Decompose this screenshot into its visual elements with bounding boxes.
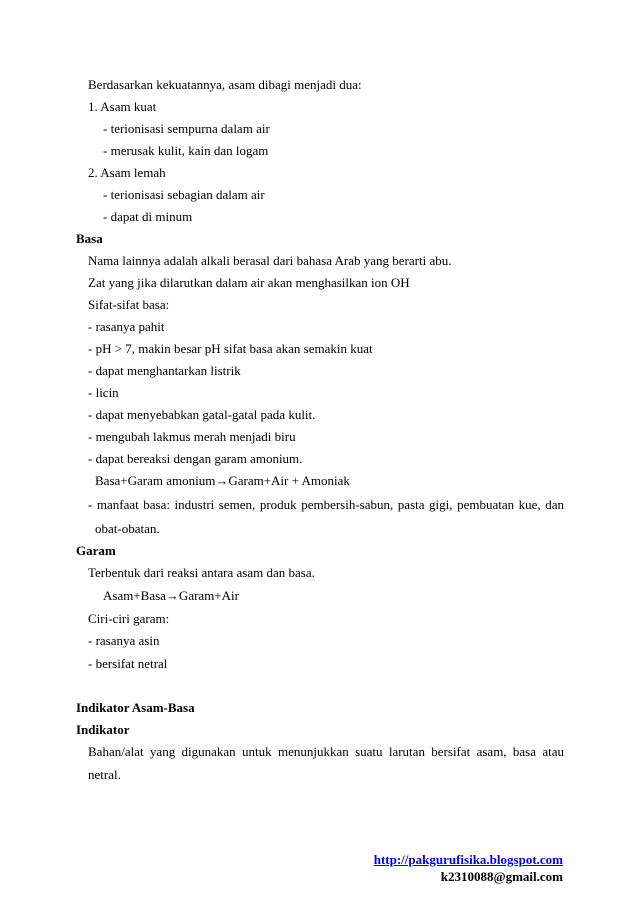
basa-reaction: Basa+Garam amonium→Garam+Air + Amoniak	[95, 473, 350, 488]
indikator-paragraph-cont: netral.	[88, 767, 121, 782]
indikator-heading: Indikator	[76, 722, 130, 737]
basa-manfaat-cont: obat-obatan.	[95, 521, 160, 536]
basa-sifat-item: - dapat menghantarkan listrik	[88, 363, 241, 378]
footer-email: k2310088@gmail.com	[440, 869, 563, 884]
asam-kuat-title: 1. Asam kuat	[88, 99, 157, 114]
garam-heading: Garam	[76, 543, 116, 558]
garam-reaction: Asam+Basa→Garam+Air	[103, 588, 239, 603]
basa-paragraph: Nama lainnya adalah alkali berasal dari bahasa Arab yang berarti abu.	[88, 253, 452, 268]
basa-heading: Basa	[76, 231, 103, 246]
asam-kuat-item: - terionisasi sempurna dalam air	[103, 121, 270, 136]
basa-sifat-item: - mengubah lakmus merah menjadi biru	[88, 429, 296, 444]
asam-kuat-item: - merusak kulit, kain dan logam	[103, 143, 269, 158]
garam-paragraph: Terbentuk dari reaksi antara asam dan basa.	[88, 565, 315, 580]
garam-ciri-title: Ciri-ciri garam:	[88, 611, 170, 626]
indikator-section-heading: Indikator Asam-Basa	[76, 700, 195, 715]
page-footer	[374, 851, 563, 885]
garam-ciri-item: - bersifat netral	[88, 656, 168, 671]
basa-sifat-item: - pH > 7, makin besar pH sifat basa akan semakin kuat	[88, 341, 373, 356]
basa-sifat-item: - rasanya pahit	[88, 319, 165, 334]
asam-lemah-item: - terionisasi sebagian dalam air	[103, 187, 265, 202]
asam-lemah-item: - dapat di minum	[103, 209, 193, 224]
basa-manfaat: - manfaat basa: industri semen, produk pembersih-sabun, pasta gigi, pembuatan kue, dan	[88, 497, 564, 512]
footer-url-link[interactable]: http://pakgurufisika.blogspot.com	[373, 852, 563, 867]
asam-lemah-title: 2. Asam lemah	[88, 165, 166, 180]
basa-sifat-title: Sifat-sifat basa:	[88, 297, 170, 312]
basa-sifat-item: - licin	[88, 385, 119, 400]
basa-sifat-item: - dapat bereaksi dengan garam amonium.	[88, 451, 303, 466]
asam-intro: Berdasarkan kekuatannya, asam dibagi menjadi dua:	[88, 77, 362, 92]
basa-paragraph: Zat yang jika dilarutkan dalam air akan menghasilkan ion OH	[88, 275, 410, 290]
garam-ciri-item: - rasanya asin	[88, 633, 160, 648]
basa-sifat-item: - dapat menyebabkan gatal-gatal pada kulit.	[88, 407, 316, 422]
indikator-paragraph: Bahan/alat yang digunakan untuk menunjukkan suatu larutan bersifat asam, basa atau	[88, 744, 564, 759]
